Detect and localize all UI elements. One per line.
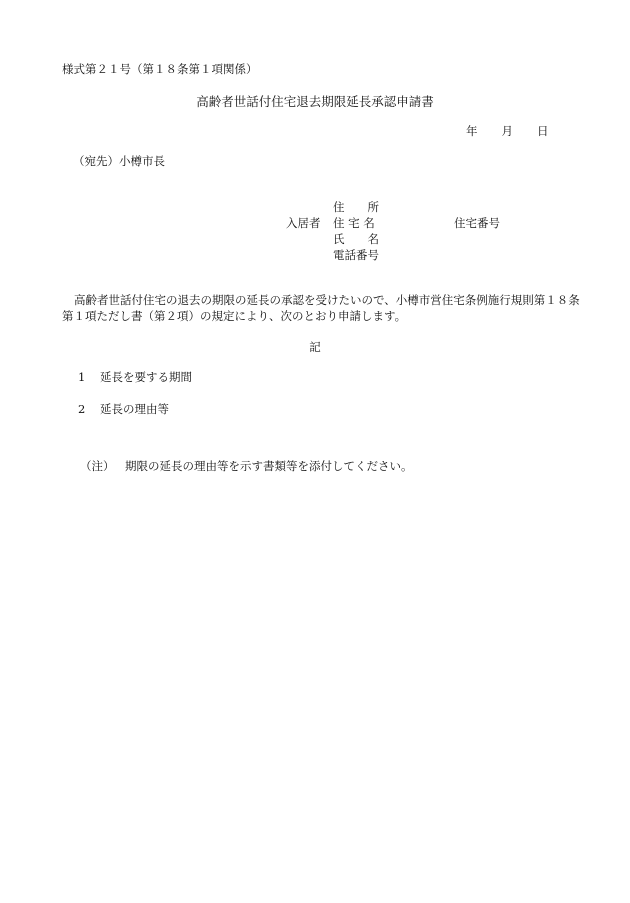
name-label: 氏 名 bbox=[333, 232, 379, 246]
item-extension-reason bbox=[78, 403, 169, 417]
item-extension-period bbox=[78, 371, 192, 385]
note-label: （注） bbox=[80, 459, 115, 473]
document-title: 高齢者世話付住宅退去期限延長承認申請書 bbox=[196, 94, 434, 109]
phone-label: 電話番号 bbox=[333, 248, 379, 262]
item-number: 2 bbox=[78, 402, 86, 416]
note bbox=[80, 460, 413, 474]
application-body-text: 高齢者世話付住宅の退去の期限の延長の承認を受けたいので、小樽市営住宅条例施行規則第１８条第１項ただし書（第２項）の規定により、次のとおり申請します。 bbox=[62, 293, 580, 324]
housing-name-label: 住 宅 名 bbox=[333, 216, 375, 230]
resident-role-label: 入居者 bbox=[286, 216, 321, 230]
date-year-label: 年 bbox=[466, 124, 478, 138]
item-label: 延長の理由等 bbox=[100, 402, 169, 416]
note-text: 期限の延長の理由等を示す書類等を添付してください。 bbox=[125, 459, 413, 473]
item-number: 1 bbox=[78, 370, 86, 384]
addressee: （宛先）小樽市長 bbox=[73, 154, 165, 168]
form-number: 様式第２１号（第１８条第１項関係） bbox=[62, 62, 258, 76]
date-line bbox=[466, 125, 549, 139]
item-label: 延長を要する期間 bbox=[100, 370, 192, 384]
date-day-label: 日 bbox=[537, 124, 549, 138]
ki-heading: 記 bbox=[309, 340, 321, 354]
date-month-label: 月 bbox=[501, 124, 513, 138]
address-label: 住 所 bbox=[333, 200, 379, 214]
housing-number-label: 住宅番号 bbox=[454, 216, 500, 230]
